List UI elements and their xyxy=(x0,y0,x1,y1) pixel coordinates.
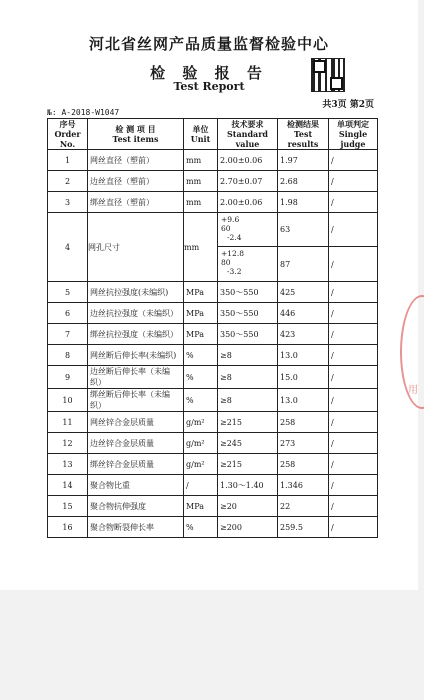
table-cell: MPa xyxy=(184,324,218,345)
table-cell: MPa xyxy=(184,303,218,324)
table-cell: 15 xyxy=(48,496,88,517)
header-standard-value: 技术要求 Standard value xyxy=(218,119,278,150)
table-row xyxy=(48,282,378,303)
table-cell: 15.0 xyxy=(278,366,329,389)
table-cell: 8 xyxy=(48,345,88,366)
table-cell: ≥215 xyxy=(218,412,278,433)
table-cell: 1 xyxy=(48,150,88,171)
table-cell: mm xyxy=(184,150,218,171)
table-row xyxy=(48,389,378,412)
table-cell: 6 xyxy=(48,303,88,324)
table-cell: 258 xyxy=(278,454,329,475)
table-cell: g/m² xyxy=(184,454,218,475)
table-cell: / xyxy=(329,496,378,517)
table-cell: ≥245 xyxy=(218,433,278,454)
table-cell: 350～550 xyxy=(218,324,278,345)
table-cell: 绑丝断后伸长率（未编织） xyxy=(88,389,184,412)
table-row xyxy=(48,303,378,324)
table-cell: 350～550 xyxy=(218,303,278,324)
table-cell: 1.98 xyxy=(278,192,329,213)
table-cell: / xyxy=(329,345,378,366)
table-cell: / xyxy=(329,282,378,303)
table-cell: 2 xyxy=(48,171,88,192)
table-cell: MPa xyxy=(184,496,218,517)
mesh-standard-2: +12.8 80 -3.2 xyxy=(221,249,244,276)
table-cell: 边丝抗拉强度（未编织） xyxy=(88,303,184,324)
page-info: 共3页 第2页 xyxy=(322,100,374,110)
header-unit: 单位 Unit xyxy=(184,119,218,150)
table-cell xyxy=(329,213,378,282)
table-row xyxy=(48,324,378,345)
table-cell: % xyxy=(184,517,218,538)
report-title: 检 验 报 告 xyxy=(150,64,268,82)
table-cell: ≥8 xyxy=(218,345,278,366)
table-cell: % xyxy=(184,389,218,412)
table-cell xyxy=(278,213,329,282)
table-cell: 1.97 xyxy=(278,150,329,171)
table-cell: 网丝直径（塑前） xyxy=(88,150,184,171)
table-cell: ≥8 xyxy=(218,366,278,389)
table-cell: g/m² xyxy=(184,412,218,433)
table-row xyxy=(48,454,378,475)
table-cell: 7 xyxy=(48,324,88,345)
table-cell: 9 xyxy=(48,366,88,389)
header-order-no: 序号 Order No. xyxy=(48,119,88,150)
table-cell: % xyxy=(184,345,218,366)
official-seal-stamp: 用 xyxy=(400,295,424,409)
qr-code-icon xyxy=(311,58,345,92)
table-row xyxy=(48,433,378,454)
table-cell: g/m² xyxy=(184,433,218,454)
table-cell: ≥20 xyxy=(218,496,278,517)
table-cell: mm xyxy=(184,192,218,213)
table-cell: 绑丝锌合金层质量 xyxy=(88,454,184,475)
mesh-result-1: 63 xyxy=(278,213,328,247)
table-cell: mm xyxy=(184,171,218,192)
table-cell: 12 xyxy=(48,433,88,454)
table-cell: 网丝锌合金层质量 xyxy=(88,412,184,433)
table-cell: 11 xyxy=(48,412,88,433)
table-cell: / xyxy=(329,475,378,496)
table-cell: 423 xyxy=(278,324,329,345)
table-row xyxy=(48,150,378,171)
table-cell: 16 xyxy=(48,517,88,538)
mesh-result-2: 87 xyxy=(280,259,291,269)
table-cell: / xyxy=(329,412,378,433)
table-cell: 边丝锌合金层质量 xyxy=(88,433,184,454)
table-cell: / xyxy=(329,150,378,171)
table-cell: 446 xyxy=(278,303,329,324)
table-cell: 14 xyxy=(48,475,88,496)
table-cell: / xyxy=(329,192,378,213)
table-cell: 5 xyxy=(48,282,88,303)
table-cell: MPa xyxy=(184,282,218,303)
table-cell: / xyxy=(329,433,378,454)
table-cell: ≥215 xyxy=(218,454,278,475)
table-cell: 425 xyxy=(278,282,329,303)
table-cell: 22 xyxy=(278,496,329,517)
table-cell: 13.0 xyxy=(278,345,329,366)
table-cell xyxy=(218,213,278,282)
table-cell: 网丝抗拉强度(未编织) xyxy=(88,282,184,303)
table-cell: 259.5 xyxy=(278,517,329,538)
table-cell: 13 xyxy=(48,454,88,475)
mesh-judge-1: / xyxy=(329,213,377,247)
table-cell: 350～550 xyxy=(218,282,278,303)
table-cell: / xyxy=(329,454,378,475)
table-row xyxy=(48,171,378,192)
table-cell: / xyxy=(184,475,218,496)
table-cell: 边丝直径（塑前） xyxy=(88,171,184,192)
table-cell: 273 xyxy=(278,433,329,454)
table-cell: 13.0 xyxy=(278,389,329,412)
table-cell: / xyxy=(329,303,378,324)
table-row xyxy=(48,345,378,366)
table-row xyxy=(48,475,378,496)
table-cell: 1.346 xyxy=(278,475,329,496)
table-cell: ≥8 xyxy=(218,389,278,412)
table-cell: / xyxy=(329,171,378,192)
table-cell: 绑丝直径（塑前） xyxy=(88,192,184,213)
table-cell: / xyxy=(329,324,378,345)
table-cell: 3 xyxy=(48,192,88,213)
table-header-row xyxy=(48,119,378,150)
table-cell: 边丝断后伸长率（未编织） xyxy=(88,366,184,389)
organization-name: 河北省丝网产品质量监督检验中心 xyxy=(88,35,329,53)
mesh-standard-1: +9.6 60 -2.4 xyxy=(218,213,277,247)
table-cell: / xyxy=(329,366,378,389)
table-cell: / xyxy=(329,389,378,412)
table-cell: 2.00±0.06 xyxy=(218,192,278,213)
table-cell: mm xyxy=(184,213,218,282)
table-row xyxy=(48,412,378,433)
table-cell: 258 xyxy=(278,412,329,433)
mesh-judge-2: / xyxy=(331,259,334,269)
table-cell: 10 xyxy=(48,389,88,412)
table-cell: ≥200 xyxy=(218,517,278,538)
table-cell: % xyxy=(184,366,218,389)
table-cell: 网丝断后伸长率(未编织) xyxy=(88,345,184,366)
table-cell: 绑丝抗拉强度（未编织） xyxy=(88,324,184,345)
table-cell: 2.68 xyxy=(278,171,329,192)
header-test-items: 检 测 项 目 Test items xyxy=(88,119,184,150)
table-cell: 网孔尺寸 xyxy=(88,213,184,282)
table-cell: 聚合物比重 xyxy=(88,475,184,496)
header-single-judge: 单项判定 Single judge xyxy=(329,119,378,150)
table-cell: 聚合物断裂伸长率 xyxy=(88,517,184,538)
report-title-en: Test Report xyxy=(173,80,245,93)
table-cell: 4 xyxy=(48,213,88,282)
table-row xyxy=(48,366,378,389)
table-cell: 1.30～1.40 xyxy=(218,475,278,496)
test-results-table xyxy=(47,118,378,538)
header-test-results: 检测结果 Test results xyxy=(278,119,329,150)
table-cell: / xyxy=(329,517,378,538)
table-row-mesh-size xyxy=(48,213,378,282)
table-cell: 聚合物抗伸强度 xyxy=(88,496,184,517)
table-row xyxy=(48,517,378,538)
table-row xyxy=(48,192,378,213)
report-number: №: A-2018-W1047 xyxy=(47,108,120,117)
table-cell: 2.70±0.07 xyxy=(218,171,278,192)
table-row xyxy=(48,496,378,517)
table-cell: 2.00±0.06 xyxy=(218,150,278,171)
